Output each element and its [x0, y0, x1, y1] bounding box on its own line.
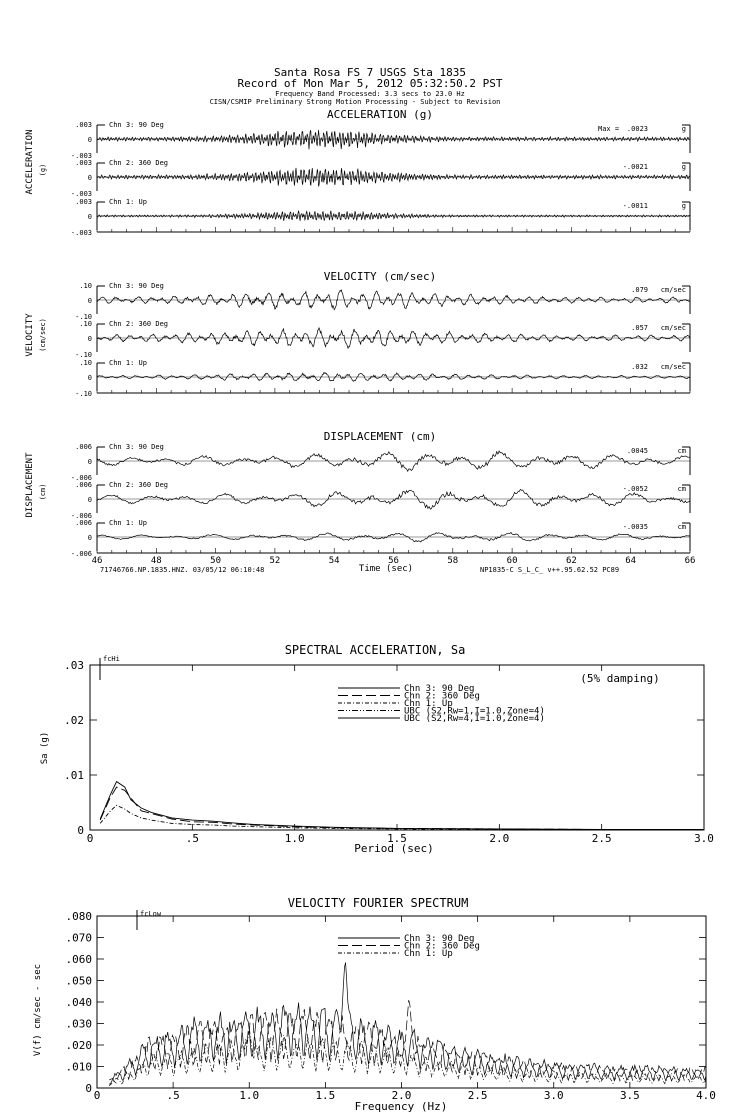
y-tick-top: .006 — [75, 443, 92, 451]
channel-name: Chn 1: Up — [109, 198, 147, 206]
vf-y-tick-label: .020 — [65, 1039, 92, 1052]
acceleration-side-label: ACCELERATION — [25, 129, 35, 195]
time-tick-label: 56 — [388, 556, 399, 566]
y-tick-top: .006 — [75, 481, 92, 489]
fourier-ylabel: V(f) cm/sec - sec — [33, 963, 43, 1057]
vf-y-tick-label: .040 — [65, 996, 92, 1009]
y-tick-zero: 0 — [87, 458, 92, 466]
y-tick-zero: 0 — [87, 136, 92, 144]
channel-acc-1 — [71, 121, 690, 160]
peak-unit: g — [681, 125, 686, 133]
vf-x-tick-label: 1.0 — [239, 1089, 260, 1102]
channel-disp-3 — [71, 519, 690, 558]
channel-disp-1 — [71, 443, 690, 482]
sa-legend-label: Chn 1: Up — [404, 699, 453, 709]
sa-x-tick-label: 2.0 — [489, 832, 510, 845]
y-tick-top: .10 — [79, 359, 92, 367]
sa-curve-2 — [100, 787, 704, 829]
spectral-frame — [90, 665, 704, 830]
waveform-disp-2 — [97, 489, 690, 509]
vf-x-tick-label: .5 — [166, 1089, 180, 1102]
y-tick-zero: 0 — [87, 374, 92, 382]
processing-id-footer: NP1835-C S_L_C_ v++.95.62.52 PC89 — [480, 566, 620, 574]
vf-legend-label: Chn 1: Up — [404, 949, 453, 959]
vf-y-tick-label: .050 — [65, 974, 92, 988]
y-tick-bottom: -.006 — [70, 474, 92, 482]
y-tick-top: .003 — [75, 121, 92, 129]
vf-x-tick-label: 2.5 — [467, 1089, 488, 1102]
velocity-side-unit: (cm/sec) — [39, 318, 47, 352]
time-tick-label: 66 — [684, 556, 696, 566]
channel-name: Chn 3: 90 Deg — [109, 282, 164, 290]
time-series-layer — [71, 121, 696, 566]
y-tick-bottom: -.10 — [75, 351, 92, 359]
channel-name: Chn 2: 360 Deg — [109, 320, 169, 328]
time-tick-label: 58 — [447, 556, 459, 566]
peak-value: .079 — [631, 286, 648, 294]
displacement-side-label: DISPLACEMENT — [25, 452, 35, 518]
channel-vel-1 — [75, 282, 690, 321]
spectral-xlabel: Period (sec) — [354, 842, 434, 855]
y-tick-top: .10 — [79, 320, 92, 328]
time-tick-label: 60 — [506, 556, 518, 566]
vf-x-tick-label: 4.0 — [696, 1089, 716, 1102]
peak-value: -.0021 — [622, 163, 648, 171]
peak-unit: cm — [677, 485, 686, 493]
vf-y-tick-label: .010 — [65, 1060, 92, 1074]
vf-y-tick-label: .030 — [65, 1017, 92, 1031]
sa-y-tick-label: .01 — [64, 769, 84, 782]
velocity-side-label: VELOCITY — [25, 313, 35, 357]
y-tick-bottom: -.10 — [75, 390, 92, 398]
time-axis-label: Time (sec) — [358, 564, 414, 574]
sa-x-tick-label: 2.5 — [591, 832, 612, 845]
channel-name: Chn 2: 360 Deg — [109, 159, 169, 167]
velocity-title: VELOCITY (cm/sec) — [323, 270, 437, 283]
y-tick-zero: 0 — [87, 534, 92, 542]
channel-name: Chn 3: 90 Deg — [109, 121, 164, 129]
station-title: Santa Rosa FS 7 USGS Sta 1835 — [273, 66, 467, 79]
y-tick-bottom: -.003 — [70, 190, 92, 198]
y-tick-zero: 0 — [87, 335, 92, 343]
vf-x-tick-label: 3.0 — [543, 1089, 564, 1102]
time-tick-label: 64 — [625, 556, 637, 566]
peak-unit: cm — [677, 523, 686, 531]
peak-unit: cm — [677, 447, 686, 455]
vf-y-tick-label: .060 — [65, 953, 92, 966]
channel-vel-2 — [75, 320, 690, 359]
time-tick-label: 54 — [328, 556, 340, 566]
peak-value: -.0052 — [622, 485, 648, 493]
sa-curve-1 — [100, 782, 704, 830]
peak-value: .0045 — [626, 447, 648, 455]
sa-y-tick-label: 0 — [77, 824, 84, 837]
spectral-ylabel: Sa (g) — [40, 731, 50, 765]
vf-curve-2 — [109, 1000, 706, 1083]
sa-legend-label: UBC (S2,Rw=4,I=1.0,Zone=4) — [404, 714, 545, 724]
y-tick-bottom: -.003 — [70, 152, 92, 160]
frequency-band: Frequency Band Processed: 3.3 secs to 23.0 Hz — [275, 90, 465, 98]
vf-x-tick-label: 3.5 — [619, 1089, 640, 1102]
vf-x-tick-label: 0 — [93, 1089, 101, 1102]
vf-legend-label: Chn 3: 90 Deg — [404, 934, 475, 944]
vf-y-tick-label: .080 — [65, 910, 92, 923]
acceleration-title: ACCELERATION (g) — [327, 108, 433, 121]
sa-y-tick-label: .03 — [64, 659, 84, 672]
sa-x-tick-label: 1.0 — [284, 832, 305, 845]
time-tick-label: 62 — [565, 556, 577, 566]
fourier-title: VELOCITY FOURIER SPECTRUM — [287, 896, 469, 910]
sa-y-tick-label: .02 — [64, 714, 84, 727]
acceleration-side-unit: (g) — [39, 163, 47, 177]
sa-x-tick-label: 3.0 — [694, 832, 714, 845]
channel-name: Chn 2: 360 Deg — [109, 481, 169, 489]
time-tick-label: 50 — [210, 556, 222, 566]
sa-legend-label: Chn 3: 90 Deg — [404, 684, 475, 694]
peak-unit: cm/sec — [660, 363, 686, 371]
y-tick-bottom: -.003 — [70, 229, 92, 237]
time-tick-label: 48 — [150, 556, 162, 566]
peak-value: -.0011 — [622, 202, 648, 210]
channel-acc-3 — [71, 198, 690, 237]
waveform-acc-3 — [97, 211, 690, 221]
sa-x-tick-label: .5 — [185, 832, 199, 845]
peak-value: -.0035 — [622, 523, 648, 531]
vf-x-tick-label: 2.0 — [391, 1089, 412, 1102]
fclow-marker-label: fcLow — [140, 910, 162, 918]
spectral-title: SPECTRAL ACCELERATION, Sa — [284, 643, 466, 657]
y-tick-top: .003 — [75, 198, 92, 206]
vf-x-tick-label: 1.5 — [315, 1089, 336, 1102]
fourier-xlabel: Frequency (Hz) — [354, 1100, 448, 1113]
displacement-side-unit: (cm) — [39, 483, 47, 501]
fchi-marker-label: fcHi — [103, 655, 120, 663]
peak-unit: g — [681, 202, 686, 210]
channel-disp-2 — [71, 481, 690, 520]
channel-name: Chn 1: Up — [109, 359, 147, 367]
y-tick-zero: 0 — [87, 297, 92, 305]
channel-acc-2 — [71, 159, 690, 198]
spectral-plot-layer — [64, 659, 714, 845]
peak-value: .032 — [631, 363, 648, 371]
time-tick-label: 46 — [91, 556, 103, 566]
channel-name: Chn 3: 90 Deg — [109, 443, 164, 451]
fourier-plot-layer — [66, 910, 716, 1102]
y-tick-zero: 0 — [87, 174, 92, 182]
peak-unit: cm/sec — [660, 286, 686, 294]
vf-y-tick-label: 0 — [85, 1082, 92, 1095]
y-tick-bottom: -.006 — [70, 512, 92, 520]
time-tick-label: 52 — [269, 556, 281, 566]
channel-name: Chn 1: Up — [109, 519, 147, 527]
peak-value: .057 — [631, 324, 648, 332]
y-tick-bottom: -.10 — [75, 313, 92, 321]
y-tick-bottom: -.006 — [70, 550, 92, 558]
y-tick-top: .003 — [75, 159, 92, 167]
sa-x-tick-label: 0 — [86, 832, 94, 845]
y-tick-zero: 0 — [87, 496, 92, 504]
peak-unit: cm/sec — [660, 324, 686, 332]
record-id-footer: 71746766.NP.1835.HNZ. 03/05/12 06:10:48 — [100, 566, 265, 574]
sa-x-tick-label: 1.5 — [387, 832, 407, 845]
vf-legend-label: Chn 2: 360 Deg — [404, 941, 480, 952]
damping-note: (5% damping) — [580, 672, 660, 685]
vf-curve-3 — [109, 1028, 706, 1086]
peak-unit: g — [681, 163, 686, 171]
sa-legend-label: UBC (S2,Rw=1,I=1.0,Zone=4) — [404, 706, 545, 717]
y-tick-top: .10 — [79, 282, 92, 290]
displacement-title: DISPLACEMENT (cm) — [323, 430, 437, 443]
y-tick-top: .006 — [75, 519, 92, 527]
peak-value: .0023 — [626, 125, 648, 133]
channel-vel-3 — [75, 359, 690, 398]
processing-note: CISN/CSMIP Preliminary Strong Motion Processing - Subject to Revision — [209, 98, 501, 106]
sa-legend-label: Chn 2: 360 Deg — [404, 691, 480, 702]
sa-curve-3 — [100, 805, 704, 829]
y-tick-zero: 0 — [87, 213, 92, 221]
max-prefix: Max = — [598, 125, 620, 133]
record-datetime: Record of Mon Mar 5, 2012 05:32:50.2 PST — [237, 77, 503, 90]
vf-y-tick-label: .070 — [65, 931, 92, 945]
